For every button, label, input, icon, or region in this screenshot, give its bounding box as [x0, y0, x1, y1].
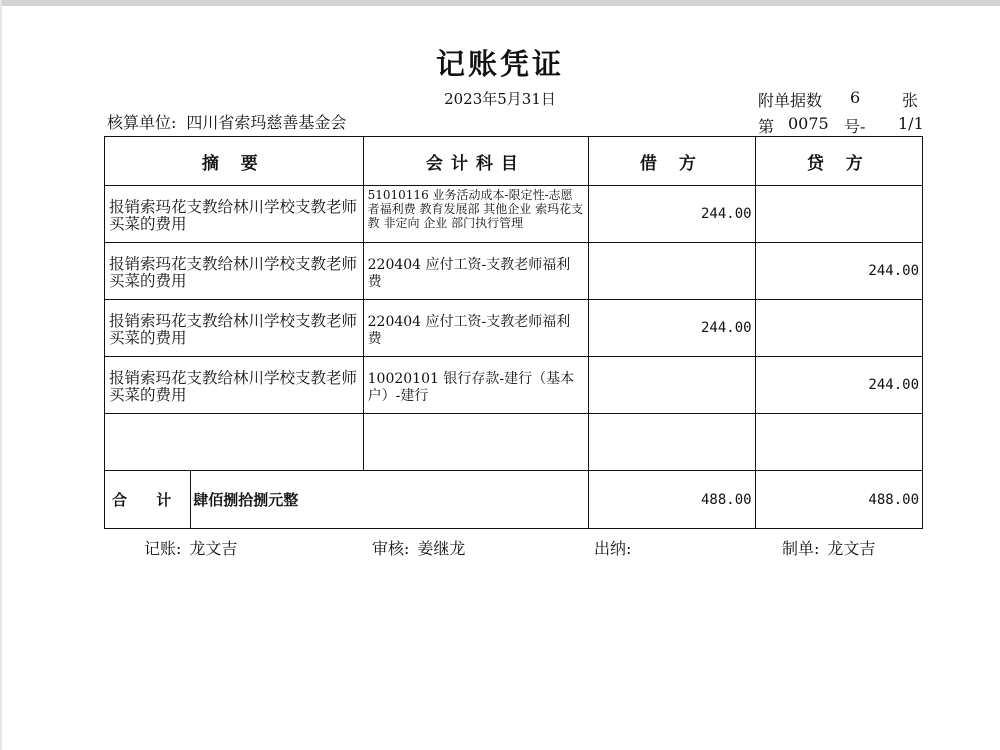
- attachments-number: 6: [850, 88, 861, 107]
- preparer-label: 制单:: [782, 539, 820, 558]
- header-credit: 贷 方: [755, 137, 922, 186]
- total-credit: 488.00: [755, 471, 922, 529]
- voucher-table: [104, 136, 923, 529]
- account-cell: 51010116 业务活动成本-限定性-志愿者福利费 教育发展部 其他企业 索玛花支教 非定向 企业 部门执行管理: [363, 186, 589, 243]
- attachments-count: [758, 88, 919, 111]
- debit-cell: [589, 414, 755, 471]
- reviewer-label: 审核:: [372, 539, 410, 558]
- summary-cell: 报销索玛花支教给林川学校支教老师买菜的费用: [105, 186, 364, 243]
- debit-cell: 244.00: [589, 300, 755, 357]
- voucher-page: 1/1: [898, 114, 924, 133]
- reviewer-signature: [372, 536, 465, 559]
- scan-left-edge: [0, 0, 2, 750]
- reviewer-name: 姜继龙: [417, 539, 466, 558]
- voucher-number-value: 0075: [788, 114, 829, 133]
- preparer-name: 龙文吉: [827, 539, 876, 558]
- table-row: [105, 357, 923, 414]
- summary-cell: [105, 414, 364, 471]
- credit-cell: [755, 186, 922, 243]
- debit-cell: 244.00: [589, 186, 755, 243]
- debit-cell: [589, 243, 755, 300]
- scan-top-edge: [0, 0, 1000, 6]
- cashier-label: 出纳:: [594, 539, 632, 558]
- accounting-unit: [107, 110, 346, 133]
- table-row: [105, 186, 923, 243]
- total-row: [105, 471, 923, 529]
- header-debit: 借 方: [589, 137, 755, 186]
- bookkeeper-name: 龙文吉: [189, 539, 238, 558]
- total-amount-in-words: 肆佰捌拾捌元整: [191, 471, 589, 529]
- total-debit: 488.00: [589, 471, 755, 529]
- voucher-title: 记账凭证: [435, 47, 564, 81]
- header-account: 会计科目: [363, 137, 589, 186]
- preparer-signature: [782, 536, 875, 559]
- account-cell: 10020101 银行存款-建行（基本户）-建行: [363, 357, 589, 414]
- account-cell: [363, 414, 589, 471]
- cashier-signature: [594, 536, 639, 559]
- credit-cell: 244.00: [755, 243, 922, 300]
- summary-cell: 报销索玛花支教给林川学校支教老师买菜的费用: [105, 243, 364, 300]
- total-label: 合 计: [105, 471, 191, 529]
- accounting-unit-label: 核算单位:: [107, 113, 177, 132]
- attachments-unit: 张: [902, 91, 919, 110]
- account-cell: 220404 应付工资-支教老师福利费: [363, 300, 589, 357]
- voucher-date: 2023年5月31日: [444, 90, 556, 108]
- summary-cell: 报销索玛花支教给林川学校支教老师买菜的费用: [105, 357, 364, 414]
- table-row: [105, 243, 923, 300]
- bookkeeper-signature: [144, 536, 237, 559]
- credit-cell: [755, 300, 922, 357]
- voucher-number-suffix: 号-: [844, 117, 866, 136]
- bookkeeper-label: 记账:: [144, 539, 182, 558]
- table-row-empty: [105, 414, 923, 471]
- summary-cell: 报销索玛花支教给林川学校支教老师买菜的费用: [105, 300, 364, 357]
- credit-cell: [755, 414, 922, 471]
- header-summary: 摘 要: [105, 137, 364, 186]
- credit-cell: 244.00: [755, 357, 922, 414]
- voucher-number-prefix: 第: [758, 117, 775, 136]
- accounting-unit-value: 四川省索玛慈善基金会: [186, 113, 347, 132]
- account-cell: 220404 应付工资-支教老师福利费: [363, 243, 589, 300]
- debit-cell: [589, 357, 755, 414]
- voucher-number: [758, 114, 924, 137]
- table-row: [105, 300, 923, 357]
- attachments-label: 附单据数: [758, 91, 823, 110]
